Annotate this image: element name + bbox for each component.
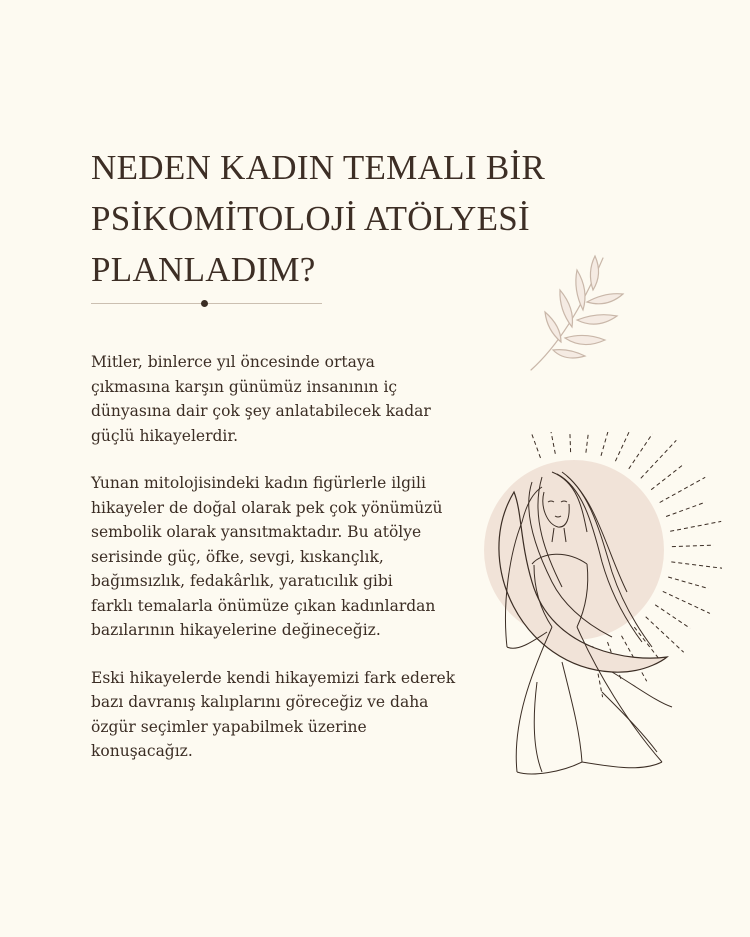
paragraph-line: bazılarının hikayelerine değineceğiz. [91, 621, 381, 639]
sun-ray [660, 477, 706, 502]
sun-ray [668, 577, 708, 589]
sun-ray [545, 432, 555, 454]
paragraph-line: bağımsızlık, fedakârlık, yaratıcılık gibi [91, 572, 393, 590]
title-line-3: PLANLADIM? [91, 250, 316, 289]
sun-ray [526, 432, 540, 458]
sun-ray [634, 627, 660, 660]
paragraph-line: dünyasına dair çok şey anlatabilecek kadar [91, 402, 431, 420]
paragraph-line: konuşacağız. [91, 742, 193, 760]
body-text [91, 350, 491, 787]
paragraph-3 [91, 666, 491, 764]
title-line-1: NEDEN KADIN TEMALI BİR [91, 148, 546, 187]
sun-ray [671, 562, 722, 568]
paragraph-line: serisinde güç, öfke, sevgi, kıskançlık, [91, 547, 384, 566]
sun-ray [586, 432, 592, 453]
sun-ray [655, 605, 690, 629]
paragraph-line: hikayeler de doğal olarak pek çok yönümüzü [91, 498, 443, 517]
sun-ray [670, 521, 721, 531]
paragraph-1 [91, 350, 491, 448]
sun-ray [569, 432, 571, 452]
sun-ray [666, 502, 706, 516]
sun-ray [641, 440, 677, 478]
paragraph-line: sembolik olarak yansıtmaktadır. Bu atölye [91, 523, 422, 541]
sun-ray [615, 432, 637, 461]
paragraph-line: Yunan mitolojisindeki kadın figürlerle ilgili [91, 474, 426, 492]
goddess-moon-illustration [462, 432, 722, 787]
paragraph-line: farklı temalarla önümüze çıkan kadınlardan [91, 596, 436, 615]
sun-ray [601, 432, 613, 456]
sun-ray [651, 464, 684, 490]
title-line-2: PSİKOMİTOLOJİ ATÖLYESİ [91, 199, 530, 238]
paragraph-line: güçlü hikayelerdir. [91, 426, 239, 445]
paragraph-line: çıkmasına karşın günümüz insanının iç [91, 377, 398, 396]
sun-ray [629, 434, 653, 469]
paragraph-2 [91, 471, 491, 643]
paragraph-line: özgür seçimler yapabilmek üzerine [91, 717, 367, 736]
paragraph-line: Eski hikayelerde kendi hikayemizi fark ederek [91, 668, 456, 687]
leaf-branch-icon [525, 250, 630, 375]
divider-dot [201, 300, 208, 307]
sun-ray [663, 591, 710, 613]
paragraph-line: bazı davranış kalıplarını göreceğiz ve daha [91, 693, 429, 711]
sun-ray [672, 545, 714, 547]
paragraph-line: Mitler, binlerce yıl öncesinde ortaya [91, 353, 375, 371]
page-title [91, 142, 561, 295]
